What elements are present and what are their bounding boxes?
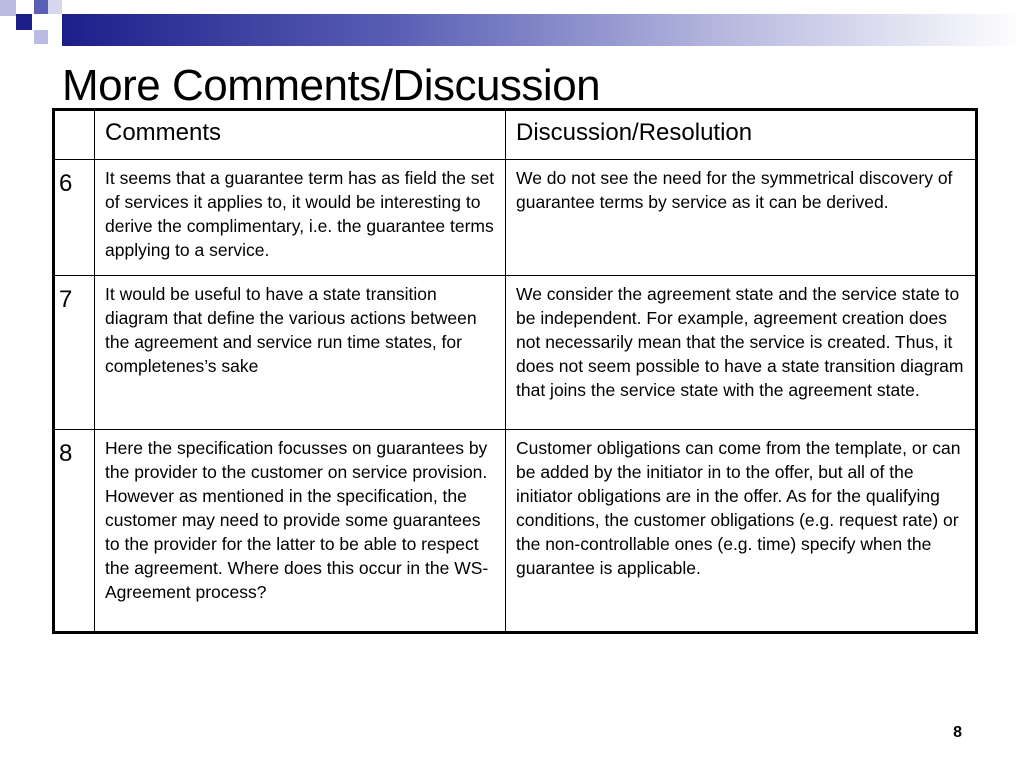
comment-cell: It seems that a guarantee term has as field the set of services it applies to, it would be interesting to derive the complimentary, i.e. the guarantee terms applying to a service. [95, 160, 506, 276]
table-row [54, 430, 977, 633]
comment-cell: Here the specification focusses on guarantees by the provider to the customer on service provision. However as mentioned in the specification, the customer may need to provide some guarantees to the provider for the latter to be able to respect the agreement. Where does this occur in the WS-Agreement process? [95, 430, 506, 633]
table-row [54, 160, 977, 276]
deco-square [16, 14, 32, 30]
slide-title: More Comments/Discussion [62, 61, 601, 110]
deco-square [48, 14, 62, 28]
comments-table [52, 108, 978, 634]
row-number: 8 [54, 430, 95, 633]
header-discussion: Discussion/Resolution [506, 110, 977, 160]
header-number [54, 110, 95, 160]
page-number: 8 [953, 724, 962, 741]
deco-square [48, 0, 62, 14]
header-gradient-band [62, 14, 1024, 46]
deco-square [34, 0, 48, 14]
header-comments: Comments [95, 110, 506, 160]
comment-cell: It would be useful to have a state transition diagram that define the various actions between the agreement and service run time states, for completenes’s sake [95, 276, 506, 430]
deco-square [0, 0, 16, 16]
discussion-cell: We consider the agreement state and the service state to be independent. For example, agreement creation does not necessarily mean that the service is created. Thus, it does not seem possible to have a state transition diagram that joins the service state with the agreement state. [506, 276, 977, 430]
deco-square [34, 30, 48, 44]
table-header-row [54, 110, 977, 160]
header-decoration [0, 0, 1024, 60]
row-number: 6 [54, 160, 95, 276]
row-number: 7 [54, 276, 95, 430]
table-row [54, 276, 977, 430]
discussion-cell: Customer obligations can come from the template, or can be added by the initiator in to the offer, but all of the initiator obligations are in the offer. As for the qualifying conditions, the customer obligations (e.g. request rate) or the non-controllable ones (e.g. time) specify when the guarantee is applicable. [506, 430, 977, 633]
discussion-cell: We do not see the need for the symmetrical discovery of guarantee terms by service as it can be derived. [506, 160, 977, 276]
